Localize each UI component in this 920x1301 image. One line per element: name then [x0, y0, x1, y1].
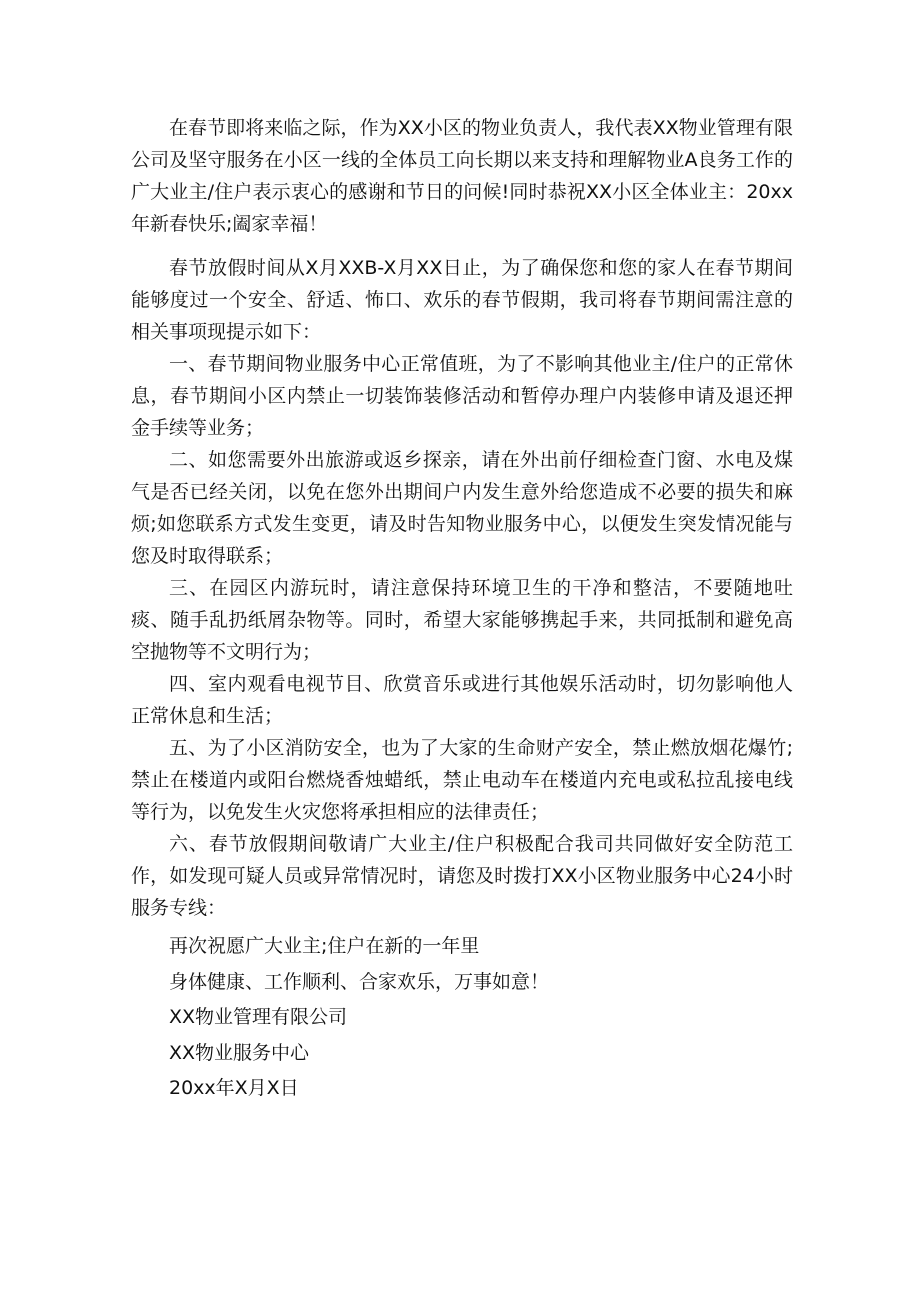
closing-wish-line-2: 身体健康、工作顺利、合家欢乐，万事如意！ — [169, 970, 550, 993]
notice-item-2: 二、如您需要外出旅游或返乡探亲，请在外出前仔细检查门窗、水电及煤气是否已经关闭，以免在您外出期间户内发生意外给您造成不必要的损失和麻烦;如您联系方式发生变更，请及时告知物业服务中心，以便发生突发情况能与您及时取得联系； — [131, 449, 793, 567]
signature-date: 20xx年X月X日 — [169, 1077, 299, 1099]
signature-center: XX物业服务中心 — [169, 1041, 310, 1064]
notice-item-4: 四、室内观看电视节目、欣赏音乐或进行其他娱乐活动时，切勿影响他人正常休息和生活； — [131, 673, 793, 727]
notice-document — [131, 112, 793, 1107]
signature-company: XX物业管理有限公司 — [169, 1006, 348, 1028]
notice-item-3: 三、在园区内游玩时，请注意保持环境卫生的干净和整洁，不要随地吐痰、随手乱扔纸屑杂物等。同时，希望大家能够携起手来，共同抵制和避免高空抛物等不文明行为； — [131, 577, 793, 663]
holiday-notice-paragraph: 春节放假时间从X月XXB-X月XX日止，为了确保您和您的家人在春节期间能够度过一个安全、舒适、怖口、欢乐的春节假期，我司将春节期间需注意的相关事项现提示如下： — [131, 257, 793, 343]
notice-item-1: 一、春节期间物业服务中心正常值班，为了不影响其他业主/住户的正常休息，春节期间小区内禁止一切装饰装修活动和暂停办理户内装修申请及退还押金手续等业务； — [131, 353, 793, 439]
closing-wish-line-1: 再次祝愿广大业主;住户在新的一年里 — [169, 935, 480, 957]
notice-item-6: 六、春节放假期间敬请广大业主/住户积极配合我司共同做好安全防范工作，如发现可疑人员或异常情况时，请您及时拨打XX小区物业服务中心24小时服务专线： — [131, 833, 793, 919]
closing-block — [131, 929, 793, 1107]
notice-item-5: 五、为了小区消防安全，也为了大家的生命财产安全，禁止燃放烟花爆竹;禁止在楼道内或阳台燃烧香烛蜡纸，禁止电动车在楼道内充电或私拉乱接电线等行为，以免发生火灾您将承担相应的法律责任； — [131, 737, 793, 823]
intro-paragraph: 在春节即将来临之际，作为XX小区的物业负责人，我代表XX物业管理有限公司及坚守服务在小区一线的全体员工向长期以来支持和理解物业A良务工作的广大业主/住户表示衷心的感谢和节日的问候!同时恭祝XX小区全体业主：20xx年新春快乐;阖家幸福！ — [131, 117, 793, 235]
